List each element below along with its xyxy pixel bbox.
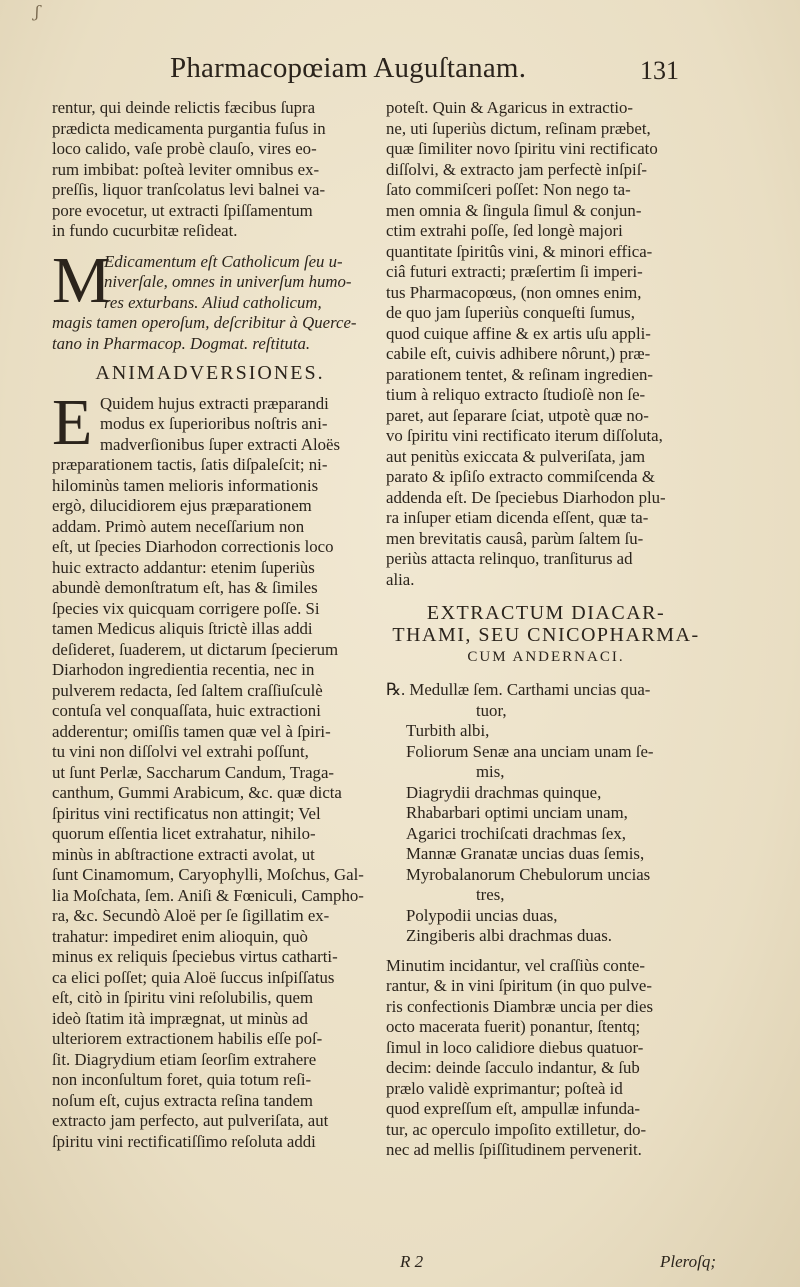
recipe-line: mis, — [476, 762, 505, 781]
text-line: madverſionibus ſuper extracti Aloës — [100, 434, 341, 454]
text-line: niverſale, omnes in univerſum humo- — [104, 272, 352, 291]
text-line: eſt, citò in ſpiritu vini reſolubilis, quem — [52, 988, 314, 1007]
text-line: quantitate ſpiritûs vini, & minori effica- — [386, 241, 653, 261]
recipe-line: Foliorum Senæ ana unciam unam ſe- — [406, 741, 654, 761]
text-line: minùs in abſtractione extracti avolat, ut — [52, 844, 315, 864]
recipe-line: ℞. Medullæ ſem. Carthami uncias qua- — [386, 680, 651, 699]
running-head — [0, 52, 800, 98]
text-line: ra, &c. Secundò Aloë per ſe ſigillatim ex- — [52, 906, 330, 925]
text-line: Minutim incidantur, vel craſſiùs conte- — [386, 955, 645, 975]
recipe-line: Mannæ Granatæ uncias duas ſemis, — [406, 844, 645, 863]
text-line: Quidem hujus extracti præparandi — [100, 393, 329, 413]
text-line: octo macerata fuerit) ponantur, ſtentq; — [386, 1017, 641, 1036]
text-line: abundè demonſtratum eſt, has & ſimiles — [52, 578, 318, 597]
text-line: rentur, qui deinde relictis fæcibus ſupra — [52, 98, 316, 117]
left-para-3 — [52, 385, 368, 1153]
text-line: tium à reliquo extracto ſtudioſè non ſe- — [386, 385, 646, 404]
text-line: noſum eſt, cujus extracta reſina tandem — [52, 1090, 313, 1110]
text-line: alia. — [386, 569, 415, 589]
left-para-2 — [52, 243, 368, 355]
right-column — [386, 98, 706, 1170]
text-line: rum imbibat: poſteà leviter omnibus ex- — [52, 159, 320, 179]
text-line: ctim extrahi poſſe, ſed longè majori — [386, 221, 623, 240]
text-line: prædicta medicamenta purgantia fuſus in — [52, 118, 326, 138]
text-line: ſimul in loco calidiore diebus quatuor- — [386, 1037, 644, 1057]
text-line: ris confectionis Diambræ uncia per dies — [386, 996, 654, 1016]
extract-heading-line-2: THAMI, SEU CNICOPHARMA- — [392, 624, 700, 646]
text-line: ſpiritu vini rectificatiſſimo reſoluta addi — [52, 1131, 316, 1151]
text-line: tano in Pharmacop. Dogmat. reſtituta. — [52, 333, 311, 353]
text-line: parationem tentet, & reſinam ingredien- — [386, 364, 654, 384]
extract-heading — [386, 602, 706, 668]
text-line: ideò ſtatim ità imprægnat, ut minùs ad — [52, 1008, 308, 1028]
text-line: addenda eſt. De ſpeciebus Diarhodon plu- — [386, 487, 666, 507]
text-line: de quo jam ſuperiùs conqueſti ſumus, — [386, 303, 635, 322]
text-line: prælo validè exprimantur; poſteà id — [386, 1078, 623, 1098]
text-line: minus ex reliquis ſpeciebus virtus catharti- — [52, 947, 338, 966]
text-line: ca elici poſſet; quia Aloë ſuccus inſpiſſatus — [52, 967, 335, 987]
signature-mark: R 2 — [400, 1252, 424, 1271]
text-line: hilominùs tamen melioris informationis — [52, 475, 319, 495]
text-line: men omnia & ſingula ſimul & conjun- — [386, 200, 642, 220]
text-line: loco calido, vaſe probè clauſo, vires eo- — [52, 139, 317, 158]
text-line: ergò, dilucidiorem ejus præparationem — [52, 496, 312, 515]
text-line: ſit. Diagrydium etiam ſeorſim extrahere — [52, 1049, 317, 1069]
text-line: poteſt. Quin & Agaricus in extractio- — [386, 98, 633, 117]
section-heading: ANIMADVERSIONES. — [95, 362, 325, 384]
recipe-line: Turbith albi, — [406, 721, 490, 740]
text-line: ne, uti ſuperiùs dictum, reſinam præbet, — [386, 118, 651, 138]
text-line: vo ſpiritu vini rectificato iterum diſſoluta, — [386, 426, 663, 445]
text-line: periùs attacta relinquo, tranſiturus ad — [386, 549, 633, 568]
text-line: res exturbans. Aliud catholicum, — [104, 292, 322, 312]
text-line: non inconſultum foret, quia totum reſi- — [52, 1070, 312, 1089]
left-para-1 — [52, 98, 368, 242]
text-line: ſpecies vix quicquam corrigere poſſe. Si — [52, 598, 320, 618]
text-line: huic extracto addantur: etenim ſuperiùs — [52, 557, 315, 577]
running-title: Pharmacopœiam Auguſtanam. — [170, 52, 527, 84]
extract-heading-line-1: EXTRACTUM DIACAR- — [426, 602, 666, 624]
recipe-line: Diagrydii drachmas quinque, — [406, 782, 602, 802]
text-line: extracto jam perfecto, aut pulveriſata, aut — [52, 1111, 329, 1130]
right-para-2 — [386, 956, 706, 1161]
text-line: Edicamentum eſt Catholicum ſeu u- — [104, 251, 343, 271]
recipe-line: tuor, — [476, 700, 507, 720]
text-line: rantur, & in vini ſpiritum (in quo pulve- — [386, 976, 652, 995]
drop-cap-m: M — [52, 243, 111, 317]
text-line: nec ad mellis ſpiſſitudinem pervenerit. — [386, 1140, 642, 1159]
text-line: tu vini non diſſolvi vel extrahi poſſunt, — [52, 742, 309, 761]
text-line: in fundo cucurbitæ reſideat. — [52, 221, 238, 240]
text-line: parato & ipſiſo extracto commiſcenda & — [386, 467, 655, 486]
text-line: cabile eſt, cuivis adhibere nôrunt,) præ- — [386, 344, 651, 363]
text-line: ſato commiſceri poſſet: Non nego ta- — [386, 180, 631, 199]
catchword: Pleroſq; — [660, 1252, 717, 1271]
text-line: aut penitùs exiccata & pulveriſata, jam — [386, 446, 646, 466]
text-line: men brevitatis causâ, parùm ſaltem ſu- — [386, 528, 644, 548]
recipe-line: tres, — [476, 885, 505, 904]
text-line: modus ex ſuperioribus noſtris ani- — [100, 414, 328, 433]
text-line: tur, ac operculo impoſito extilletur, do- — [386, 1119, 647, 1139]
page-footer — [0, 1252, 800, 1276]
text-line: pulverem redacta, ſed ſaltem craſſiuſculè — [52, 680, 323, 700]
recipe-line: Polypodii uncias duas, — [406, 905, 558, 925]
extract-heading-line-3: CUM ANDERNACI. — [467, 649, 625, 665]
text-line: tus Pharmacopœus, (non omnes enim, — [386, 282, 642, 302]
recipe-line: Rhabarbari optimi unciam unam, — [406, 803, 628, 822]
text-line: canthum, Gummi Arabicum, &c. quæ dicta — [52, 783, 342, 802]
text-line: quæ ſimiliter novo ſpiritu vini rectificato — [386, 139, 658, 158]
text-line: quod expreſſum eſt, ampullæ infunda- — [386, 1099, 640, 1118]
right-para-1 — [386, 98, 706, 590]
text-line: preſſis, liquor tranſcolatus levi balnei va- — [52, 180, 326, 199]
text-line: eſt, ut ſpecies Diarhodon correctionis loco — [52, 537, 334, 556]
text-line: pore evocetur, ut extracti ſpiſſamentum — [52, 200, 313, 220]
ink-mark: ʃ — [35, 2, 40, 21]
text-line: tamen Medicus aliquis ſtrictè illas addi — [52, 619, 313, 638]
text-line: diſſolvi, & extracto jam perfectè inſpiſ- — [386, 159, 647, 179]
text-line: ulteriorem extractionem habilis eſſe poſ- — [52, 1029, 323, 1048]
text-line: ciâ futuri extracti; præſertim ſi imperi- — [386, 262, 643, 281]
recipe-line: Agarici trochiſcati drachmas ſex, — [406, 823, 626, 843]
text-line: ut ſunt Perlæ, Saccharum Candum, Traga- — [52, 762, 334, 782]
text-line: deſideret, ſuaderem, ut dictarum ſpecierum — [52, 639, 339, 659]
text-line: præparationem tactis, ſatis diſpaleſcit; ni- — [52, 455, 328, 474]
recipe-line: Myrobalanorum Chebulorum uncias — [406, 864, 651, 884]
drop-cap-e: E — [52, 385, 93, 459]
text-line: adderentur; omiſſis tamen quæ vel à ſpiri- — [52, 721, 331, 741]
text-line: paret, aut ſeparare ſciat, utpotè quæ no- — [386, 405, 649, 425]
text-line: quorum eſſentia licet extrahatur, nihilo- — [52, 824, 316, 843]
recipe-list — [386, 680, 706, 947]
text-line: ra inſuper etiam dicenda eſſent, quæ ta- — [386, 508, 649, 527]
left-column — [52, 98, 368, 1161]
text-line: lia Moſchata, ſem. Aniſi & Fœniculi, Campho- — [52, 885, 364, 905]
text-line: quod cuique affine & ex artis uſu appli- — [386, 323, 651, 343]
text-line: ſunt Cinamomum, Caryophylli, Moſchus, Gal- — [52, 865, 364, 884]
text-line: trahatur: impediret enim alioquin, quò — [52, 926, 308, 946]
text-line: Diarhodon ingredientia recentia, nec in — [52, 660, 315, 679]
page-number: 131 — [640, 56, 679, 85]
text-line: ſpiritus vini rectificatus non attingit; Vel — [52, 803, 321, 823]
text-line: magis tamen operoſum, deſcribitur à Querce- — [52, 313, 357, 332]
recipe-line: Zingiberis albi drachmas duas. — [406, 926, 612, 945]
text-line: decim: deinde ſacculo indantur, & ſub — [386, 1058, 640, 1077]
text-line: contuſa vel conquaſſata, huic extractioni — [52, 701, 321, 720]
text-line: addam. Primò autem neceſſarium non — [52, 516, 305, 536]
